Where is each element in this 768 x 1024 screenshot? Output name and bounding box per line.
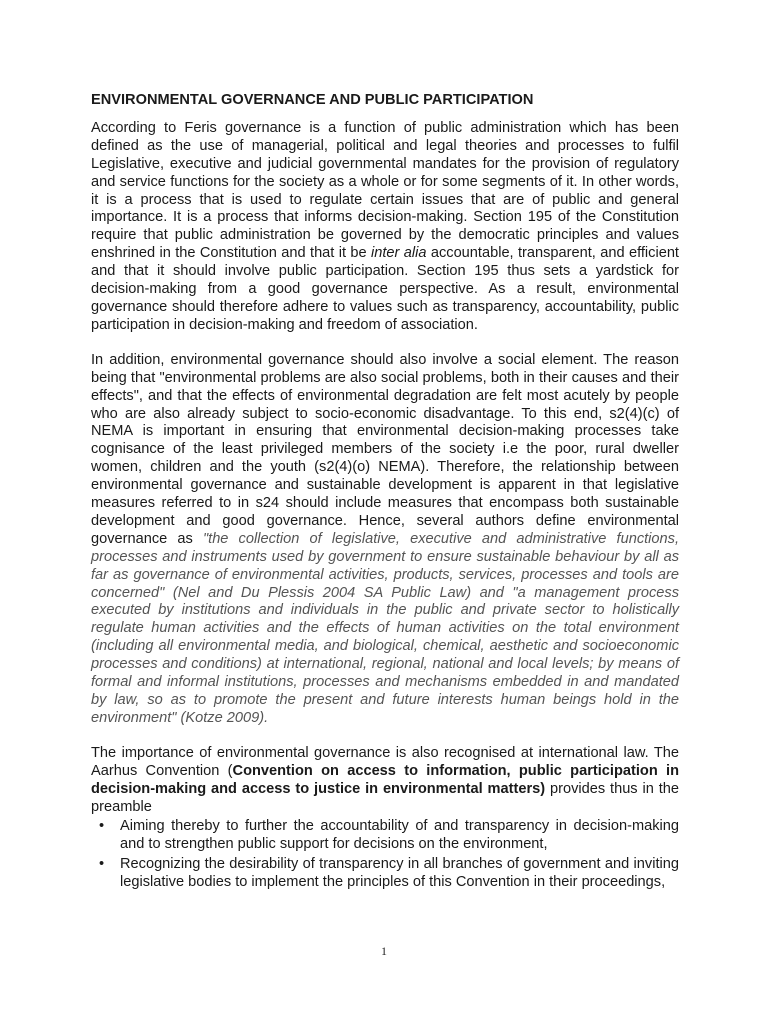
bullet-item-transparency [91, 856, 679, 892]
paragraph-international-law [91, 745, 679, 817]
bullet-item-accountability [91, 818, 679, 854]
paragraph-social-element [91, 352, 679, 728]
paragraph-text-continued: accountable, transparent, and efficient and that it should involve public participation. Section 195 thus sets a yardstick for decision-making from a good governance perspective. As a result, environmental governance should therefore adhere to values such as transparency, accountability, public participation in decision-making and freedom of association. [91, 245, 679, 333]
section-heading: ENVIRONMENTAL GOVERNANCE AND PUBLIC PARTICIPATION [91, 92, 534, 108]
paragraph-text-continued: provides thus in the preamble [91, 780, 679, 815]
paragraph-governance-definition [91, 120, 679, 335]
bullet-icon: • [99, 818, 105, 835]
bullet-text: Recognizing the desirability of transparency in all branches of government and inviting legislative bodies to implement the principles of this Convention in their proceedings, [120, 856, 679, 891]
bullet-icon: • [99, 856, 105, 873]
paragraph-text: According to Feris governance is a function of public administration which has been defined as the use of managerial, political and legal theories and processes to fulfil Legislative, executive and judicial governmental mandates for the provision of regulatory and service functions for the society as a whole or for some segments of it. In other words, it is a process that is used to regulate certain issues that are of public and general importance. It is a process that informs decision-making. Section 195 of the Constitution require that public administration be governed by the democratic principles and values enshrined in the Constitution and that it be [91, 119, 679, 262]
preamble-bullet-list [91, 818, 679, 892]
bullet-text: Aiming thereby to further the accountability of and transparency in decision-making and to strengthen public support for decisions on the environment, [120, 818, 679, 853]
document-page [91, 92, 679, 894]
convention-title-bold: Convention on access to information, public participation in decision-making and access to justice in environmental matters) [91, 762, 679, 797]
definition-quote: "the collection of legislative, executive and administrative functions, processes and instruments used by government to ensure sustainable behaviour by all as far as governance of environmental activities, products, services, processes and tools are concerned" (Nel and Du Plessis 2004 SA Public Law) and "a management process executed by institutions and individuals in the public and private sector to holistically regulate human activities and the effects of human activities on the total environment (including all environmental media, and biological, chemical, aesthetic and socioeconomic processes and conditions) at international, regional, national and local levels; by means of formal and informal institutions, processes and mechanisms embedded in and mandated by law, so as to promote the present and future interests human beings hold in the environment" (Kotze 2009). [91, 530, 679, 726]
page-number: 1 [381, 944, 387, 958]
paragraph-text: The importance of environmental governance is also recognised at international law. The Aarhus Convention ( [91, 744, 679, 779]
paragraph-text: In addition, environmental governance should also involve a social element. The reason being that "environmental problems are also social problems, both in their causes and their effects", and that the effects of environmental degradation are felt most acutely by people who are also already subject to socio-economic disadvantage. To this end, s2(4)(c) of NEMA is important in ensuring that environmental decision-making processes take cognisance of the least privileged members of the society i.e the poor, rural dweller women, children and the youth (s2(4)(o) NEMA). Therefore, the relationship between environmental governance and sustainable development is apparent in that legislative measures referred to in s24 should include measures that encompass both sustainable development and good governance. Hence, several authors define environmental governance as [91, 351, 679, 547]
inter-alia-italic: inter alia [371, 245, 427, 262]
